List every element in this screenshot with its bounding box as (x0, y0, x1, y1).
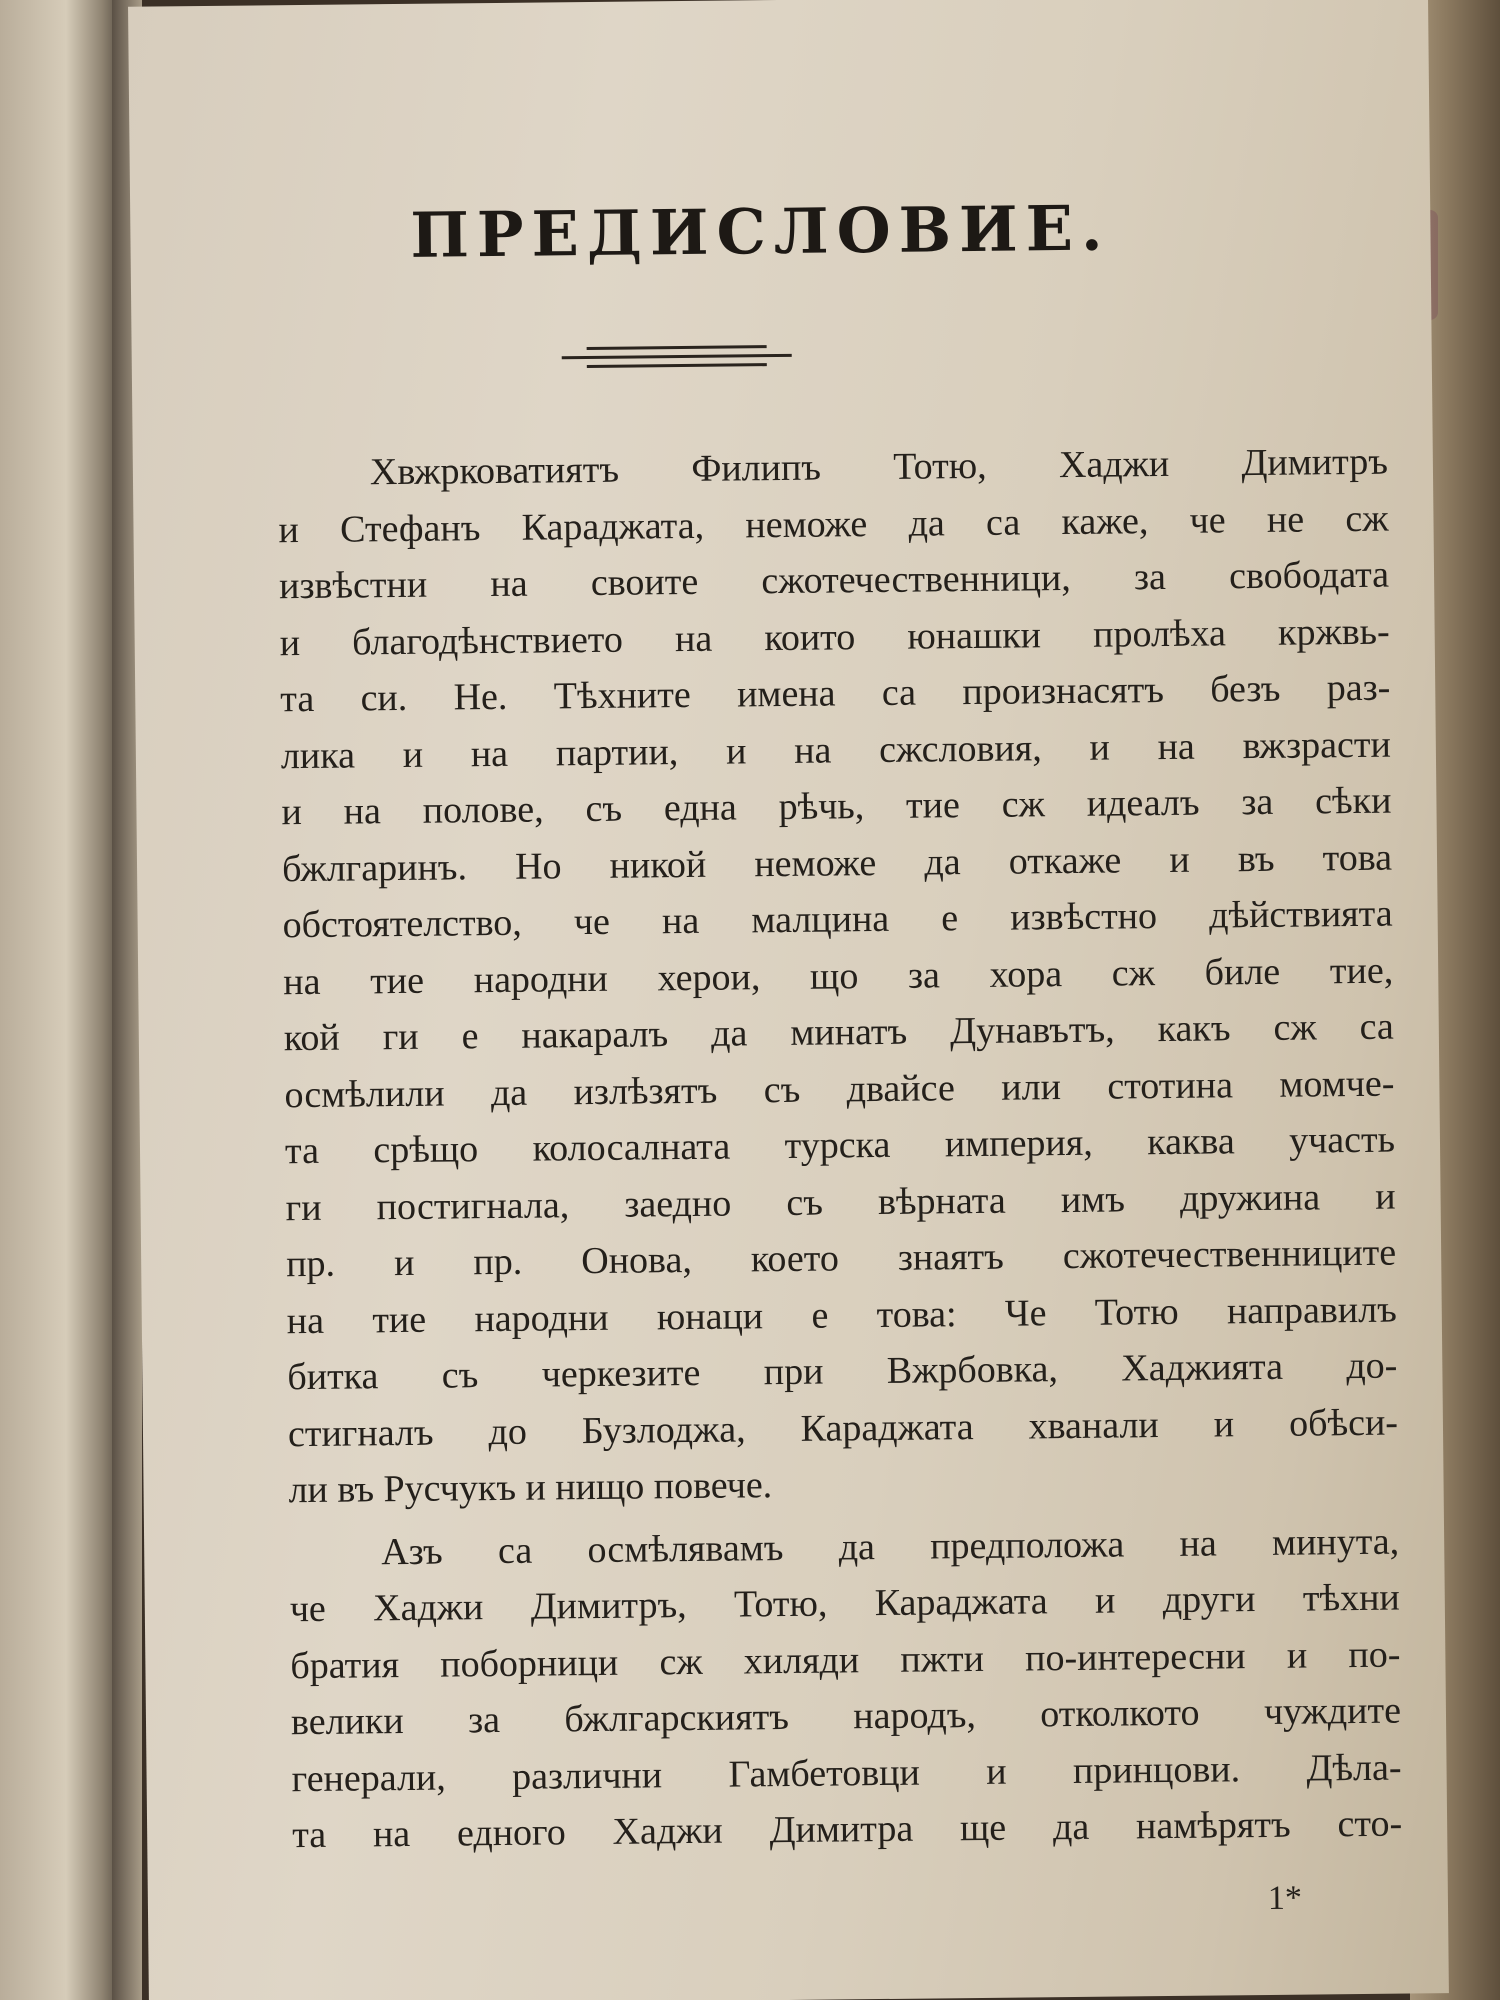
paragraph-1 (278, 434, 1399, 1519)
paragraph-2 (289, 1513, 1402, 1864)
text-line: на тие народни юнаци е това: Че Тотю направилъ (286, 1288, 1397, 1342)
page-number: 1* (1267, 1879, 1303, 1917)
text-line: ли въ Русчукъ и нищо повече. (288, 1464, 773, 1512)
text-line: братия поборници сж хиляди пжти по-интересни и по- (290, 1633, 1401, 1687)
text-line: та срѣщо колосалната турска империя, каква участь (284, 1118, 1396, 1173)
title-rule-middle (562, 354, 792, 359)
text-line: че Хаджи Димитръ, Тотю, Караджата и други тѣхни (289, 1576, 1400, 1631)
text-line: кой ги е накаралъ да минатъ Дунавътъ, какъ сж са (283, 1005, 1395, 1060)
text-line: осмѣлили да излѣзятъ съ двайсе или стотина момче- (284, 1062, 1395, 1116)
text-line: Азъ са осмѣлявамъ да предположа на минута, (381, 1520, 1400, 1573)
title-rule-top (587, 345, 767, 350)
text-line: та на едного Хаджи Димитра ще да намѣрятъ сто- (291, 1802, 1403, 1857)
title-rule-bottom (587, 363, 767, 368)
text-line: пр. и пр. Онова, което знаятъ сжотечественниците (285, 1231, 1397, 1286)
text-line: и благодѣнствието на които юнашки пролѣха кржвь- (279, 610, 1390, 664)
page-title: ПРЕДИСЛОВИЕ. (409, 191, 1111, 272)
text-line: на тие народни херои, що за хора сж биле тие, (283, 949, 1394, 1003)
text-line: и Стефанъ Караджата, неможе да са каже, че не сж (278, 497, 1389, 551)
body-text (278, 434, 1403, 1864)
text-line: Хвжрковатиятъ Филипъ Тотю, Хаджи Димитръ (369, 440, 1389, 494)
text-line: генерали, различни Гамбетовци и принцови. Дѣла- (291, 1746, 1402, 1800)
text-line: стигналъ до Бузлоджа, Караджата хванали и обѣси- (287, 1401, 1399, 1455)
text-line: та си. Не. Тѣхните имена са произнасятъ безъ раз- (280, 666, 1391, 721)
book-page (128, 0, 1449, 2000)
text-line: ги постигнала, заедно съ вѣрната имъ дружина и (285, 1175, 1396, 1229)
text-line: битка съ черкезите при Вжрбовка, Хаджията до- (287, 1344, 1398, 1399)
text-line: обстоятелство, че на малцина е извѣстно дѣйствията (282, 892, 1393, 947)
text-line: велики за бжлгарскиятъ народъ, отколкото чуждите (290, 1689, 1402, 1744)
left-page-edge (0, 0, 120, 2000)
text-line: извѣстни на своите сжотечественници, за свободата (278, 553, 1390, 608)
text-line: бжлгаринъ. Но никой неможе да откаже и въ това (281, 836, 1393, 890)
text-line: лика и на партии, и на сжсловия, и на вжзрасти (280, 723, 1392, 777)
text-line: и на полове, съ една рѣчь, тие сж идеалъ за сѣки (281, 779, 1392, 834)
